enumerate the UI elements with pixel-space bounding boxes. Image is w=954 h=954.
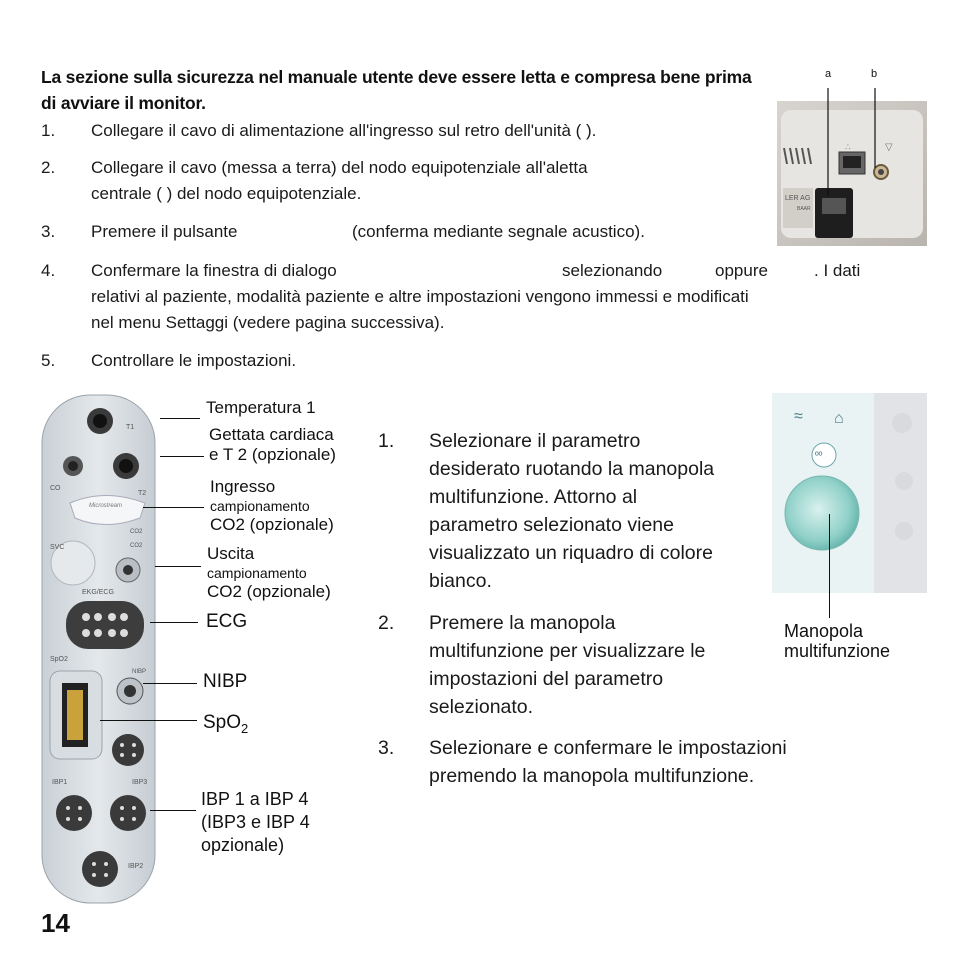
leader-co2-out — [155, 566, 201, 567]
silk-ekg: EKG/ECG — [82, 589, 114, 596]
step-line: parametro selezionato viene — [429, 514, 674, 536]
label-line: campionamento — [210, 498, 310, 514]
label-spo2 — [203, 713, 248, 739]
label-line: CO2 (opzionale) — [207, 582, 331, 601]
label-a: a — [825, 68, 832, 80]
silk-ibp3: IBP3 — [132, 779, 148, 786]
knob-step-1 — [378, 427, 768, 597]
patient-connector-panel — [40, 393, 158, 905]
silk-brand: Microstream — [89, 503, 123, 509]
step-text-b: selezionando — [562, 261, 663, 280]
svg-text:⌂: ⌂ — [834, 410, 844, 427]
step-number: 1. — [378, 430, 395, 452]
step-text: Collegare il cavo di alimentazione all'ingresso sul retro dell'unità ( ). — [91, 121, 597, 140]
step-text: Controllare le impostazioni. — [91, 351, 297, 370]
svg-text:▽: ▽ — [885, 142, 893, 153]
step-line: visualizzato un riquadro di colore — [429, 542, 713, 564]
leader-ecg — [150, 622, 198, 623]
label-co2-inlet — [210, 477, 334, 535]
plate-text: LER AG — [785, 195, 811, 202]
page-number: 14 — [41, 908, 70, 938]
step-line: Selezionare il parametro — [429, 430, 641, 452]
leader-nibp — [143, 683, 197, 684]
label-ecg: ECG — [206, 611, 248, 632]
label-ibp — [201, 788, 310, 857]
label-nibp: NIBP — [203, 671, 248, 692]
leader-co2-in — [143, 507, 204, 508]
svg-text:BAAR: BAAR — [797, 206, 811, 212]
rear-panel-image — [777, 68, 927, 246]
knob-step-3 — [378, 734, 848, 794]
silk-ibp2: IBP2 — [128, 863, 144, 870]
step-line: desiderato ruotando la manopola — [429, 458, 715, 480]
step-number: 3. — [378, 737, 395, 759]
knob-step-2 — [378, 609, 768, 724]
step-line: bianco. — [429, 570, 492, 592]
leader-spo2 — [100, 720, 197, 721]
step-text-line2: relativi al paziente, modalità paziente e altre impostazioni vengono immessi e modificati — [91, 287, 749, 306]
step-number: 3. — [41, 222, 56, 241]
label-knob — [784, 621, 890, 661]
step-text-line1: Collegare il cavo (messa a terra) del nodo equipotenziale all'aletta — [91, 158, 588, 177]
svg-text:≈: ≈ — [794, 408, 803, 425]
step-text-line3: nel menu Settaggi (vedere pagina successiva). — [91, 313, 445, 332]
silk-t1: T1 — [126, 424, 135, 431]
step-number: 2. — [378, 612, 395, 634]
step-line: multifunzione per visualizzare le — [429, 640, 706, 662]
step-4 — [41, 258, 921, 338]
silk-spo2: SpO2 — [50, 656, 68, 663]
leader-knob — [829, 514, 830, 618]
label-line: Uscita — [207, 544, 255, 563]
silk-co2-in: CO2 — [130, 529, 143, 535]
step-line: impostazioni del parametro — [429, 668, 664, 690]
label-line: e T 2 (opzionale) — [209, 445, 336, 464]
label-line: Manopola — [784, 621, 864, 641]
svg-text:∴: ∴ — [845, 142, 851, 152]
silk-t2: T2 — [138, 490, 147, 497]
label-co2-outlet — [207, 544, 331, 602]
step-line: multifunzione. Attorno al — [429, 486, 638, 508]
step-text-a: Confermare la finestra di dialogo — [91, 261, 337, 280]
step-number: 2. — [41, 158, 56, 177]
step-text-c: oppure — [715, 261, 768, 280]
step-text — [429, 427, 759, 595]
step-number: 4. — [41, 261, 56, 280]
label-line: Gettata cardiaca — [209, 425, 334, 444]
leader-ibp — [150, 810, 196, 811]
silk-svc: SVC — [50, 544, 65, 551]
rear-connector-photo — [777, 68, 927, 246]
step-line: Premere la manopola — [429, 612, 616, 634]
step-1 — [41, 118, 741, 144]
step-text — [429, 609, 759, 721]
safety-heading: La sezione sulla sicurezza nel manuale utente deve essere letta e compresa bene prima di avviare il monitor. — [41, 67, 752, 113]
step-number: 5. — [41, 351, 56, 370]
step-5 — [41, 348, 741, 374]
svg-text:ºº: ºº — [815, 451, 823, 462]
label-line: opzionale) — [201, 835, 285, 855]
silk-nibp: NIBP — [132, 669, 147, 675]
label-line: IBP 1 a IBP 4 — [201, 789, 309, 809]
label-line: (IBP3 e IBP 4 — [201, 812, 310, 832]
step-line: Selezionare e confermare le impostazioni — [429, 737, 787, 759]
step-text-a: Premere il pulsante — [91, 222, 238, 241]
label-cardiac-output — [209, 425, 336, 465]
silk-ibp1: IBP1 — [52, 779, 68, 786]
step-3 — [41, 219, 741, 245]
label-temperature-1: Temperatura 1 — [206, 398, 316, 417]
step-text — [429, 734, 849, 790]
step-text-d: . I dati — [814, 261, 861, 280]
knob-photo — [772, 393, 927, 593]
silk-co: CO — [50, 485, 61, 492]
step-2 — [41, 155, 741, 207]
step-number: 1. — [41, 121, 56, 140]
label-line: CO2 (opzionale) — [210, 515, 334, 534]
leader-temp1 — [160, 418, 200, 419]
label-line: Ingresso — [210, 477, 276, 496]
label-spo2-text: SpO — [203, 712, 242, 733]
connector-panel-drawing — [40, 393, 158, 905]
leader-co — [160, 456, 204, 457]
step-line: selezionato. — [429, 696, 534, 718]
label-spo2-sub: 2 — [241, 720, 249, 736]
label-line: multifunzione — [784, 641, 891, 661]
step-line: premendo la manopola multifunzione. — [429, 765, 755, 787]
label-b: b — [871, 68, 878, 80]
step-text-line2: centrale ( ) del nodo equipotenziale. — [91, 184, 362, 203]
knob-image — [772, 393, 927, 593]
label-line: campionamento — [207, 565, 307, 581]
step-text-b: (conferma mediante segnale acustico). — [352, 222, 645, 241]
silk-co2-out: CO2 — [130, 543, 143, 549]
